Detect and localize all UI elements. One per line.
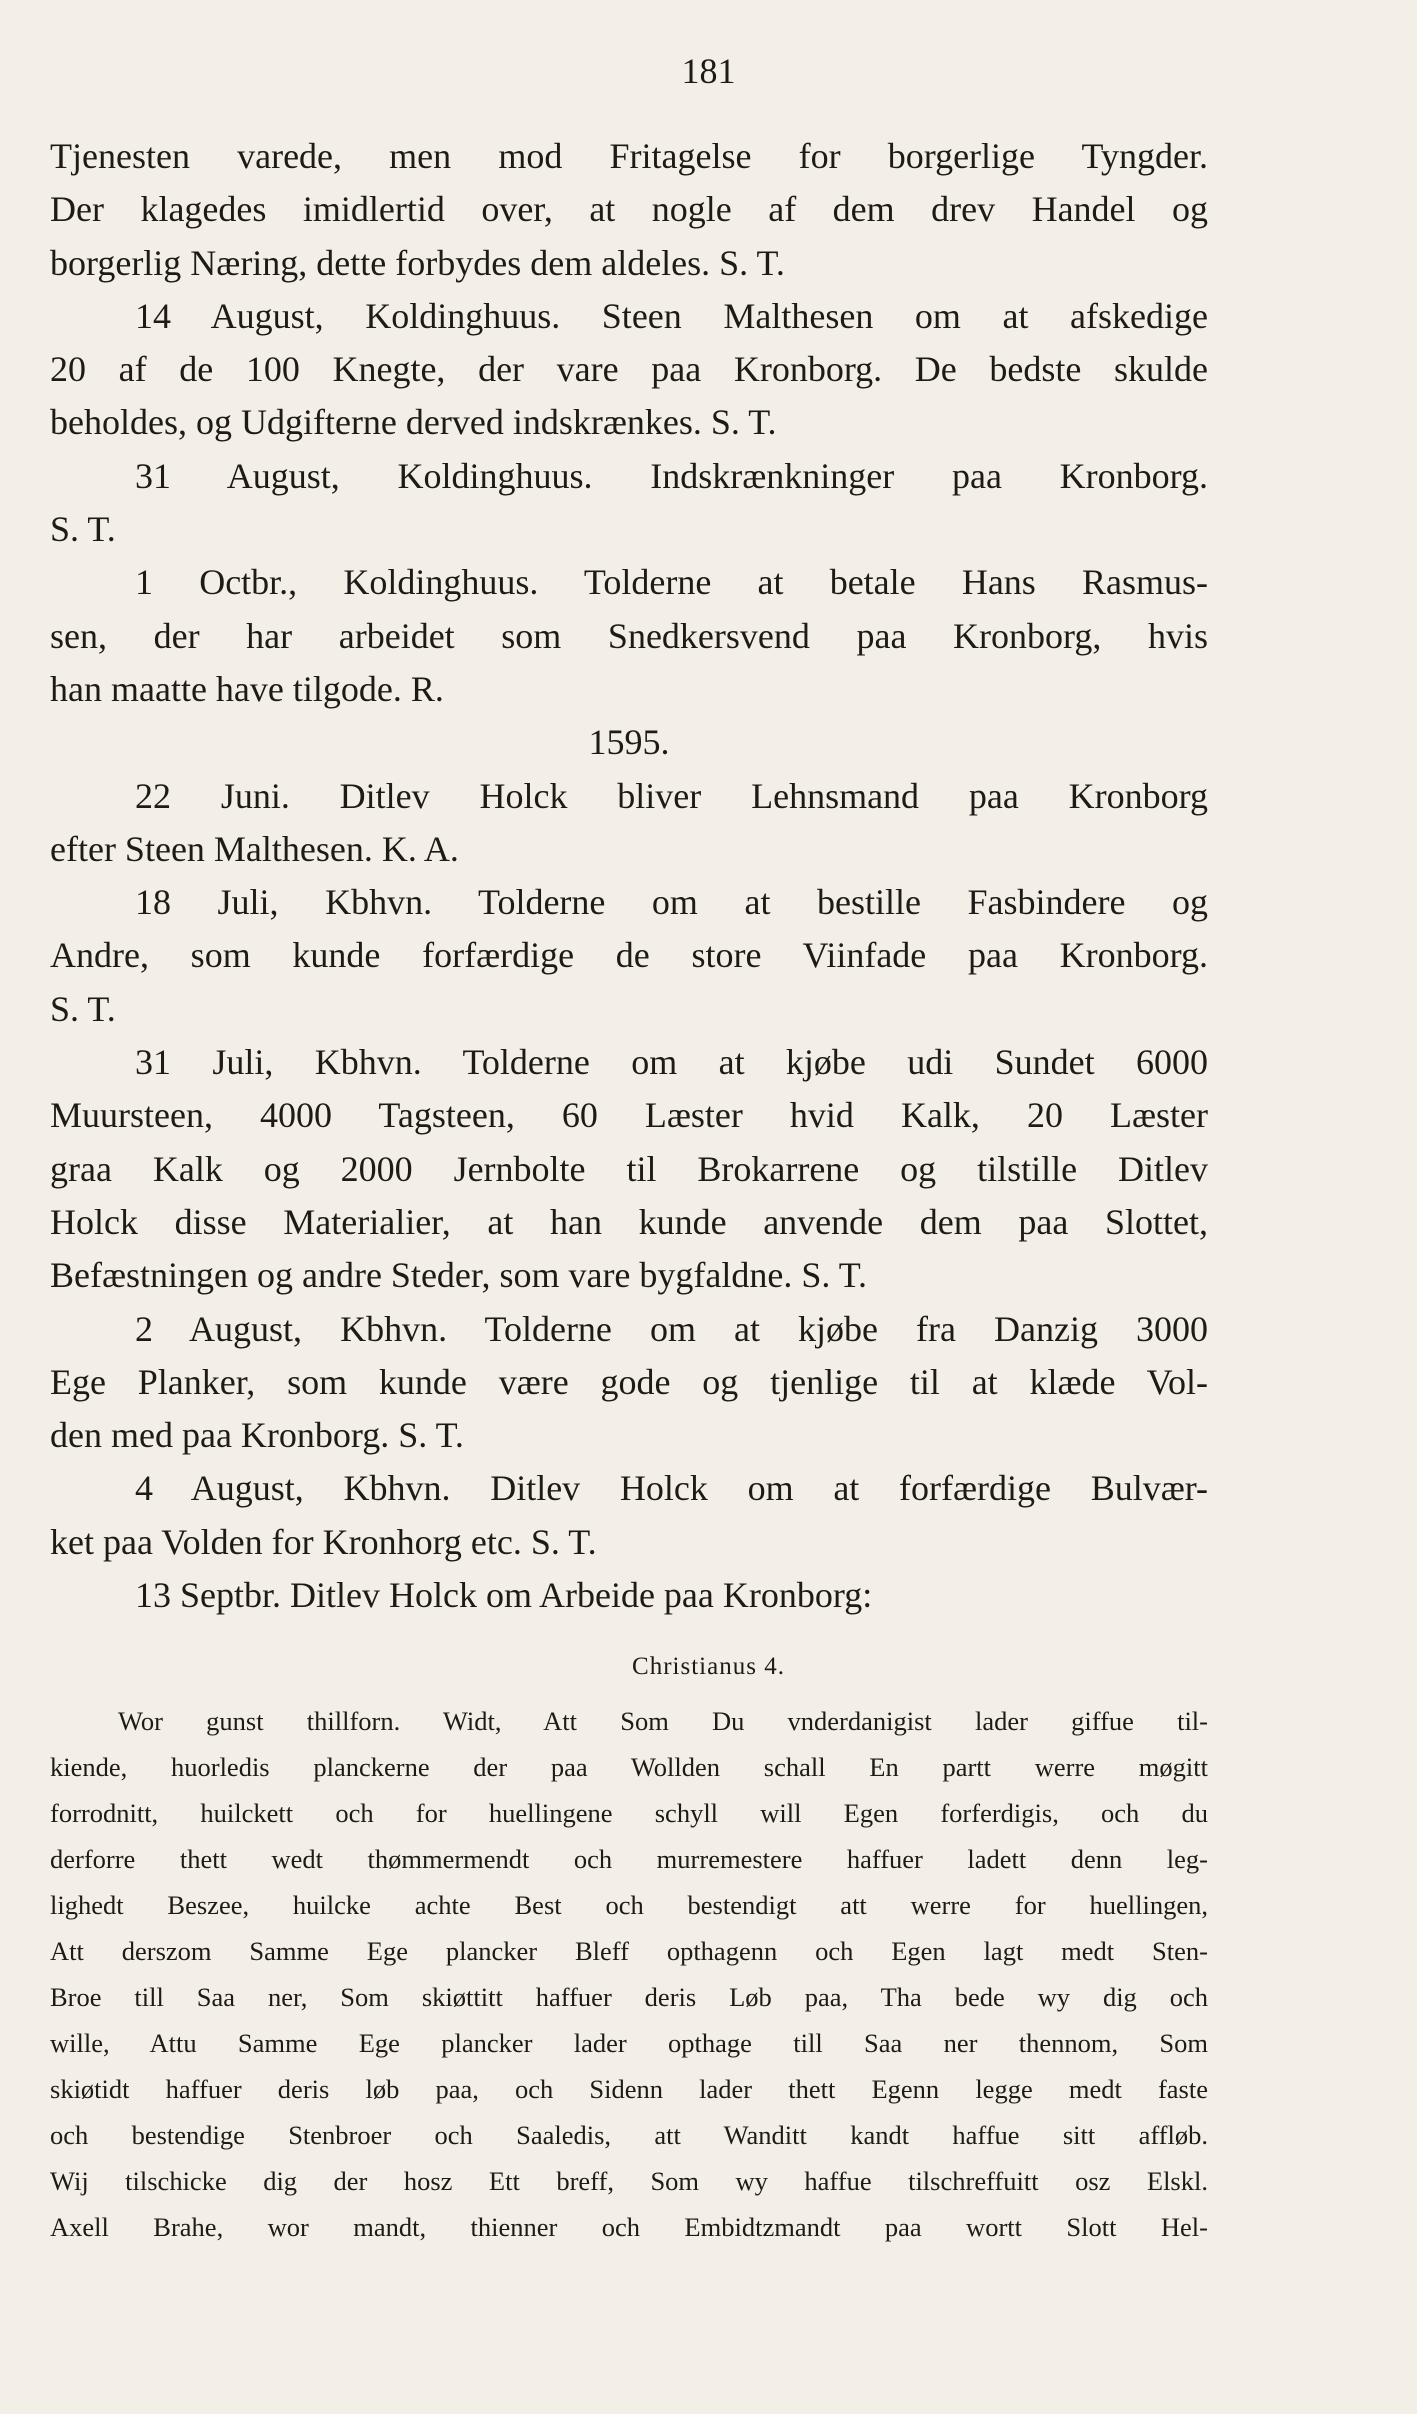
page-number: 181 <box>681 51 736 91</box>
text-line: 20 af de 100 Knegte, der vare paa Kronborg. De bedste skulde <box>50 349 1208 390</box>
text-line: 2 August, Kbhvn. Tolderne om at kjøbe fra Danzig 3000 <box>135 1308 1208 1349</box>
text-line: 14 August, Koldinghuus. Steen Malthesen om at afskedige <box>135 295 1208 336</box>
letter-text <box>50 1698 1208 2250</box>
text-line: 31 Juli, Kbhvn. Tolderne om at kjøbe udi Sundet 6000 <box>135 1042 1208 1083</box>
text-line: 13 Septbr. Ditlev Holck om Arbeide paa Kronborg: <box>135 1575 873 1616</box>
letter-line: lighedt Beszee, huilcke achte Best och bestendigt att werre for huellingen, <box>50 1890 1208 1920</box>
letter-line: forrodnitt, huilckett och for huellingene schyll will Egen forferdigis, och du <box>50 1798 1208 1828</box>
text-line: 4 August, Kbhvn. Ditlev Holck om at forfærdige Bulvær- <box>135 1468 1208 1509</box>
text-line: Tjenesten varede, men mod Fritagelse for borgerlige Tyngder. <box>50 136 1208 176</box>
letter-line: kiende, huorledis planckerne der paa Wollden schall En partt werre møgitt <box>50 1752 1208 1782</box>
text-line: Muursteen, 4000 Tagsteen, 60 Læster hvid Kalk, 20 Læster <box>50 1095 1208 1136</box>
main-text <box>50 130 1208 1622</box>
text-line: 22 Juni. Ditlev Holck bliver Lehnsmand paa Kronborg <box>135 775 1208 816</box>
letter-line: Broe till Saa ner, Som skiøttitt haffuer deris Løb paa, Tha bede wy dig och <box>50 1982 1208 2012</box>
year-heading: 1595. <box>588 722 670 763</box>
letter-line: wille, Attu Samme Ege plancker lader opthage till Saa ner thennom, Som <box>50 2028 1208 2058</box>
letter-line: Wor gunst thillforn. Widt, Att Som Du vnderdanigist lader giffue til- <box>118 1706 1208 1736</box>
text-line: 1 Octbr., Koldinghuus. Tolderne at betale Hans Rasmus- <box>135 562 1208 603</box>
text-line: sen, der har arbeidet som Snedkersvend paa Kronborg, hvis <box>50 615 1208 656</box>
text-line: han maatte have tilgode. R. <box>50 668 444 709</box>
text-line: efter Steen Malthesen. K. A. <box>50 828 459 869</box>
text-line: Holck disse Materialier, at han kunde anvende dem paa Slottet, <box>50 1201 1208 1242</box>
letter-line: derforre thett wedt thømmermendt och murremestere haffuer ladett denn leg- <box>50 1844 1208 1874</box>
text-line: ket paa Volden for Kronhorg etc. S. T. <box>50 1521 597 1562</box>
text-line: borgerlig Næring, dette forbydes dem aldeles. S. T. <box>50 242 785 283</box>
text-line: beholdes, og Udgifterne derved indskrænkes. S. T. <box>50 402 777 443</box>
text-line: Befæstningen og andre Steder, som vare bygfaldne. S. T. <box>50 1255 868 1296</box>
text-line: Ege Planker, som kunde være gode og tjenlige til at klæde Vol- <box>50 1361 1208 1402</box>
letter-line: skiøtidt haffuer deris løb paa, och Sidenn lader thett Egenn legge medt faste <box>50 2074 1208 2104</box>
text-line: S. T. <box>50 988 116 1029</box>
letter-line: Att derszom Samme Ege plancker Bleff opthagenn och Egen lagt medt Sten- <box>50 1936 1208 1966</box>
text-line: 18 Juli, Kbhvn. Tolderne om at bestille Fasbindere og <box>135 882 1208 923</box>
letter-line: och bestendige Stenbroer och Saaledis, att Wanditt kandt haffue sitt affløb. <box>50 2120 1208 2150</box>
text-line: Der klagedes imidlertid over, at nogle af dem drev Handel og <box>50 189 1208 230</box>
text-line: Andre, som kunde forfærdige de store Viinfade paa Kronborg. <box>50 935 1208 976</box>
text-line: den med paa Kronborg. S. T. <box>50 1415 464 1456</box>
text-line: graa Kalk og 2000 Jernbolte til Brokarrene og tilstille Ditlev <box>50 1148 1208 1189</box>
letter-line: Axell Brahe, wor mandt, thienner och Embidtzmandt paa wortt Slott Hel- <box>50 2212 1208 2242</box>
text-line: 31 August, Koldinghuus. Indskrænkninger paa Kronborg. <box>135 455 1208 496</box>
letter-heading: Christianus 4. <box>632 1653 785 1680</box>
text-line: S. T. <box>50 509 116 550</box>
letter-line: Wij tilschicke dig der hosz Ett breff, Som wy haffue tilschreffuitt osz Elskl. <box>50 2166 1208 2196</box>
